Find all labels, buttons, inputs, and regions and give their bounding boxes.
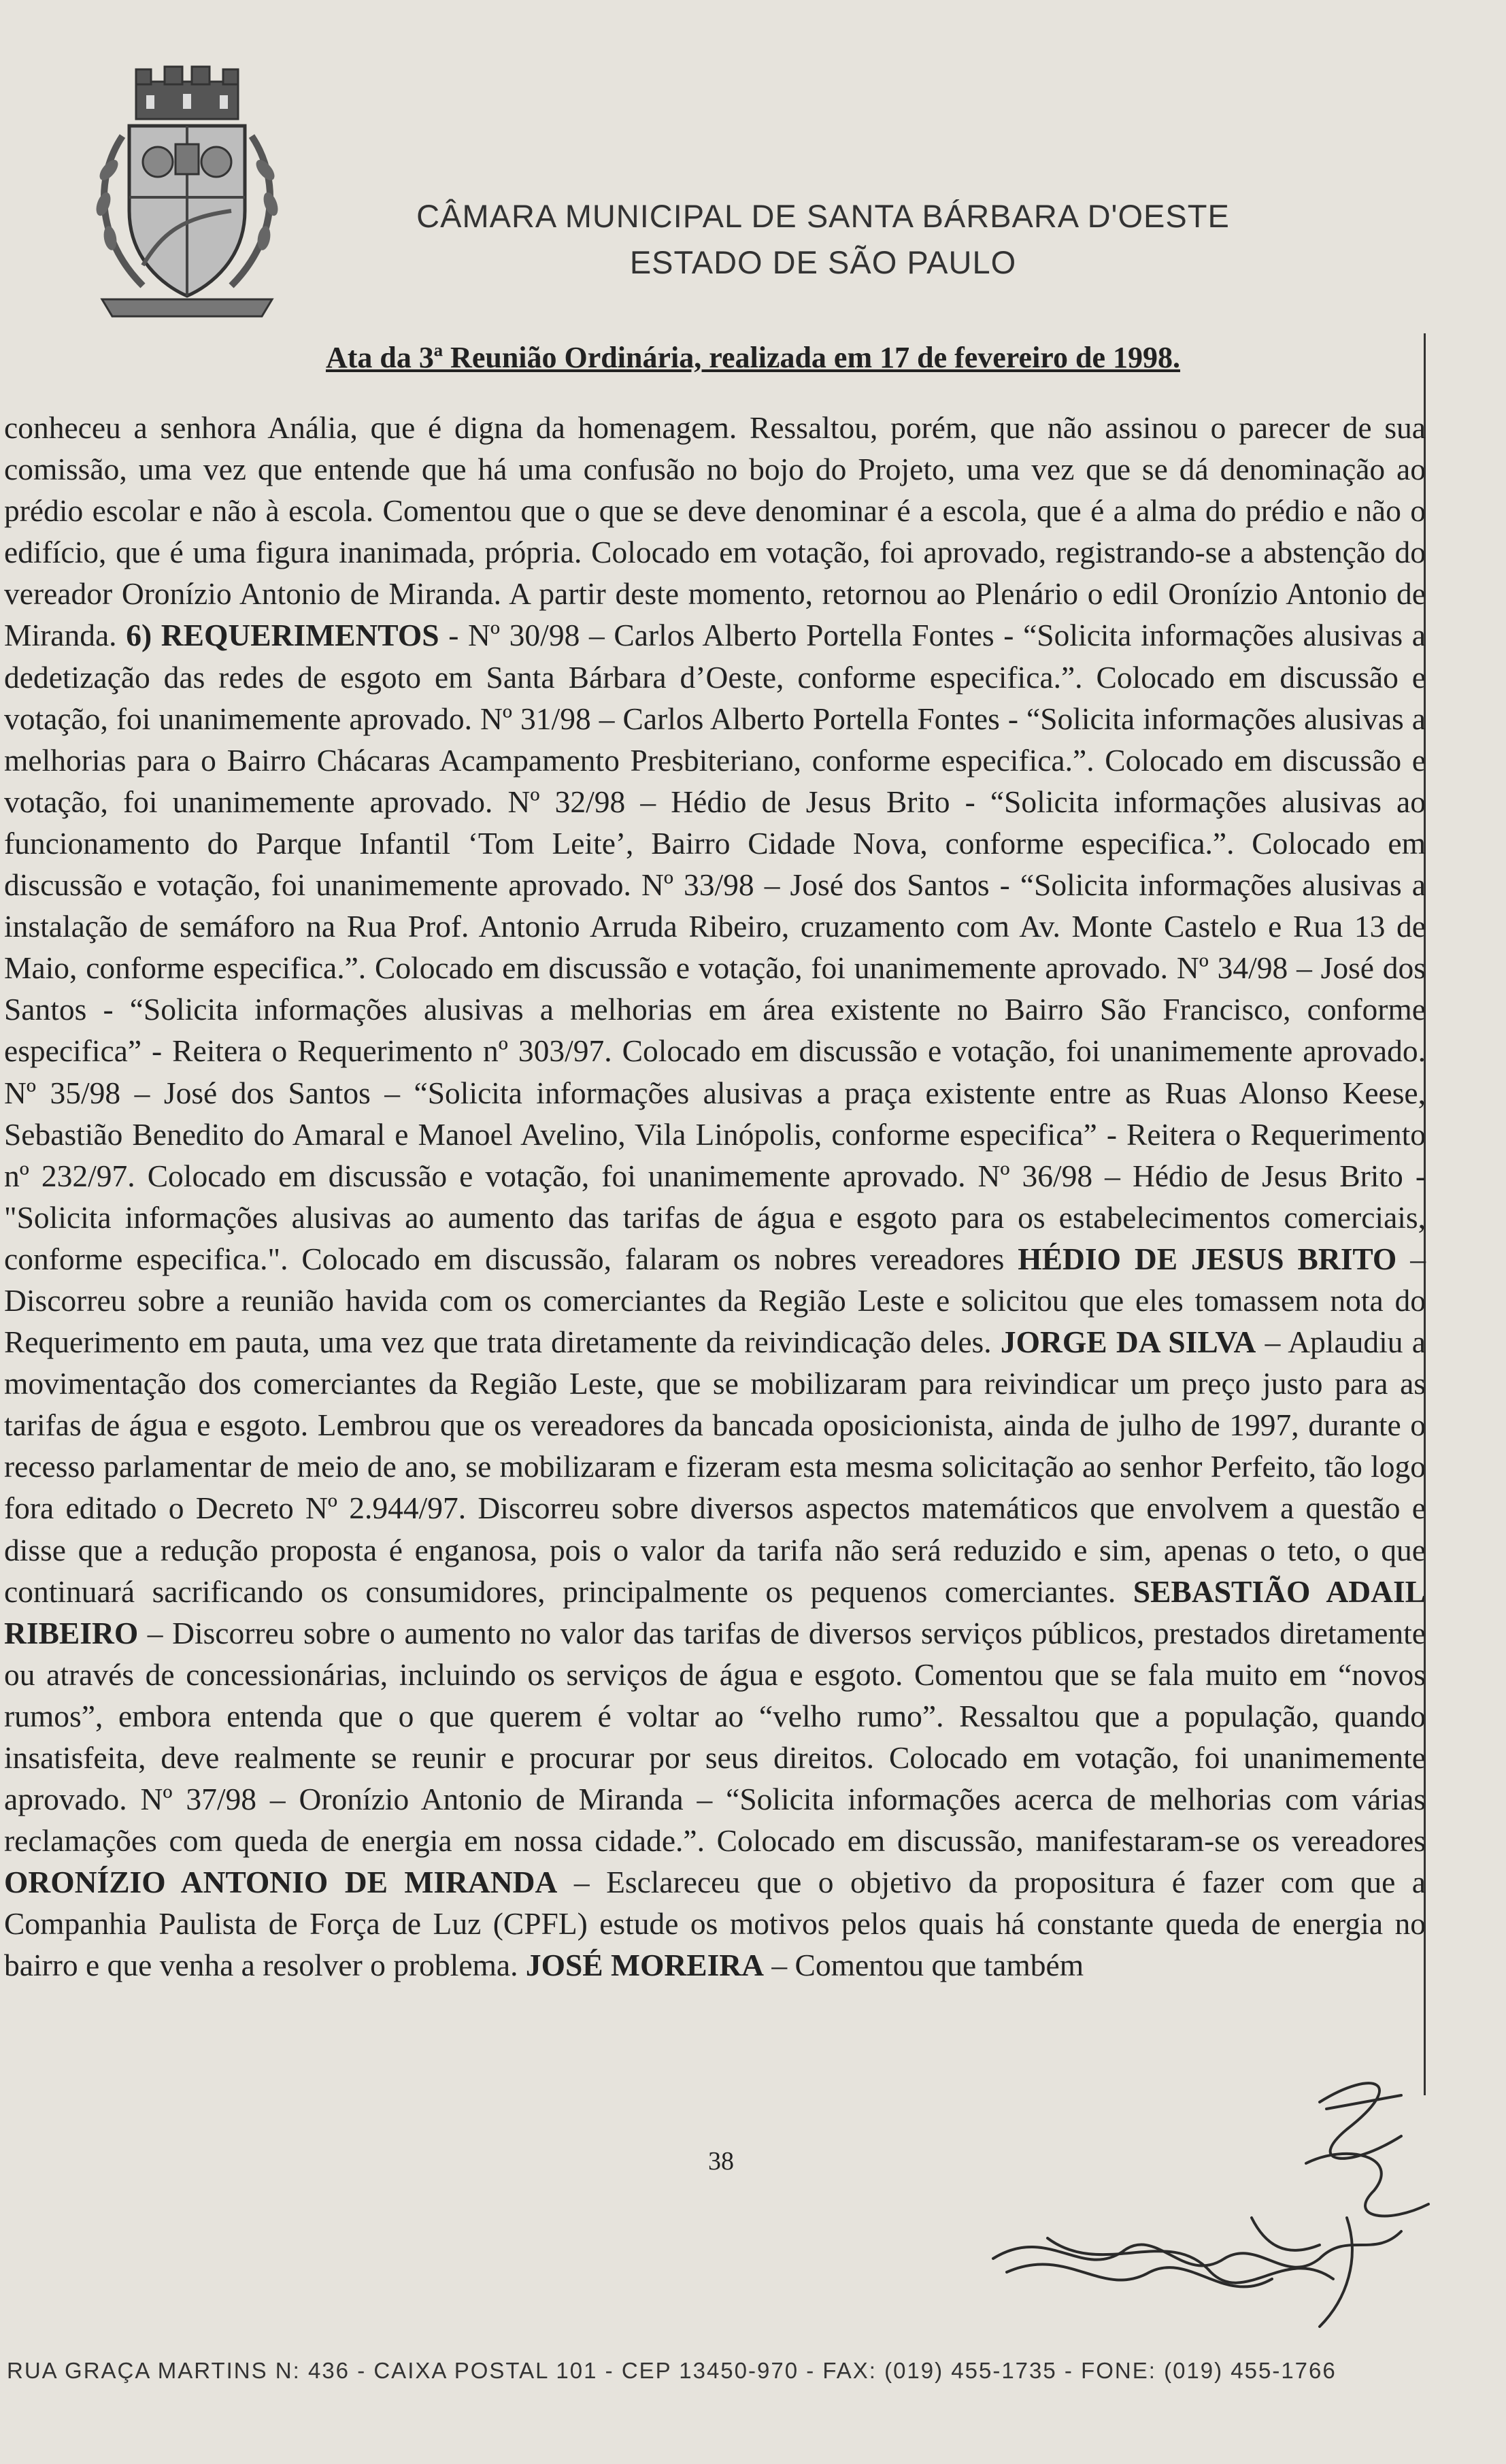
speaker-name: JOSÉ MOREIRA — [525, 1948, 764, 1983]
paragraph-text: conheceu a senhora Anália, que é digna da homenagem. Ressaltou, porém, que não assinou o parecer de sua comissão, uma vez que entende que há uma confusão no bojo do Projeto, uma vez que se dá denominação ao prédio escolar e não à escola. Comentou que o que se deve denominar é a escola, que é a alma do prédio e não o edifício, que é uma figura inanimada, própria. Colocado em votação, foi aprovado, registrando-se a abstenção do vereador Oronízio Antonio de Miranda. A partir deste momento, retornou ao Plenário o edil Oronízio Antonio de Miranda. — [4, 410, 1426, 653]
speaker-name: JORGE DA SILVA — [1000, 1325, 1256, 1360]
paragraph-text: - Nº 30/98 – Carlos Alberto Portella Fontes - “Solicita informações alusivas a dedetização das redes de esgoto em Santa Bárbara d’Oeste, conforme especifica.”. Colocado em discussão e votação, foi unanimemente aprovado. Nº 31/98 – Carlos Alberto Portella Fontes - “Solicita informações alusivas a melhorias para o Bairro Chácaras Acampamento Presbiteriano, conforme especifica.”. Colocado em discussão e votação, foi unanimemente aprovado. Nº 32/98 – Hédio de Jesus Brito - “Solicita informações alusivas ao funcionamento do Parque Infantil ‘Tom Leite’, Bairro Cidade Nova, conforme especifica.”. Colocado em discussão e votação, foi unanimemente aprovado. Nº 33/98 – José dos Santos - “Solicita informações alusivas a instalação de semáforo na Rua Prof. Antonio Arruda Ribeiro, cruzamento com Av. Monte Castelo e Rua 13 de Maio, conforme especifica.”. Colocado em discussão e votação, foi unanimemente aprovado. Nº 34/98 – José dos Santos - “Solicita informações alusivas a melhorias em área existente no Bairro São Francisco, conforme especifica” - Reitera o Requerimento nº 303/97. Colocado em discussão e votação, foi unanimemente aprovado. Nº 35/98 – José dos Santos – “Solicita informações alusivas a praça existente entre as Ruas Alonso Keese, Sebastião Benedito do Amaral e Manoel Avelino, Vila Linópolis, conforme especifica” - Reitera o Requerimento nº 232/97. Colocado em discussão e votação, foi unanimemente aprovado. Nº 36/98 – Hédio de Jesus Brito - "Solicita informações alusivas ao aumento das tarifas de água e esgoto para os estabelecimentos comerciais, conforme especifica.". Colocado em discussão, falaram os nobres vereadores — [4, 618, 1426, 1276]
paragraph-text: – Aplaudiu a movimentação dos comerciantes da Região Leste, que se mobilizaram para reivindicar um preço justo para as tarifas de água e esgoto. Lembrou que os vereadores da bancada oposicionista, ainda de julho de 1997, durante o recesso parlamentar de meio de ano, se mobilizaram e fizeram esta mesma solicitação ao senhor Perfeito, tão logo fora editado o Decreto Nº 2.944/97. Discorreu sobre diversos aspectos matemáticos que envolvem a questão e disse que a redução proposta é enganosa, pois o valor da tarifa não será reduzido e sim, apenas o teto, o que continuará sacrificando os consumidores, principalmente os pequenos comerciantes. — [4, 1325, 1426, 1609]
paragraph-text: – Esclareceu que o objetivo da propositura é fazer com que a Companhia Paulista de Força de Luz (CPFL) estude os motivos pelos quais há constante queda de energia no bairro e que venha a resolver o problema. — [4, 1865, 1426, 1983]
chamber-name: CÂMARA MUNICIPAL DE SANTA BÁRBARA D'OESTE — [416, 198, 1230, 234]
speaker-name: ORONÍZIO ANTONIO DE MIRANDA — [4, 1865, 558, 1900]
city-coat-of-arms-icon — [82, 61, 292, 327]
paragraph-text: – Discorreu sobre o aumento no valor das tarifas de diversos serviços públicos, prestados diretamente ou através de concessionárias, incluindo os serviços de água e esgoto. Comentou que se fala muito em “novos rumos”, embora entenda que o que querem é voltar ao “velho rumo”. Ressaltou que a população, quando insatisfeita, deve realmente se reunir e procurar por seus direitos. Colocado em votação, foi unanimemente aprovado. Nº 37/98 – Oronízio Antonio de Miranda – “Solicita informações acerca de melhorias com várias reclamações com queda de energia em nossa cidade.”. Colocado em discussão, manifestaram-se os vereadores — [4, 1615, 1426, 1859]
speaker-name: SEBASTIÃO ADAIL RIBEIRO — [4, 1574, 1426, 1650]
minutes-title: Ata da 3ª Reunião Ordinária, realizada em 17 de fevereiro de 1998. — [325, 341, 1181, 374]
handwritten-signature — [966, 2054, 1442, 2347]
paragraph-text: – Discorreu sobre a reunião havida com os comerciantes da Região Leste e solicitou que eles tomassem nota do Requerimento em pauta, uma vez que trata diretamente da reivindicação deles. — [4, 1241, 1426, 1360]
section-heading-requerimentos: 6) REQUERIMENTOS — [126, 618, 439, 653]
minutes-body — [4, 407, 1426, 1986]
speaker-name: HÉDIO DE JESUS BRITO — [1018, 1241, 1397, 1276]
state-name: ESTADO DE SÃO PAULO — [629, 244, 1017, 280]
footer-address: RUA GRAÇA MARTINS N: 436 - CAIXA POSTAL 101 - CEP 13450-970 - FAX: (019) 455-1735 - FONE: (019) 455-1766 — [7, 2358, 1337, 2383]
paragraph-text: – Comentou que também — [764, 1948, 1084, 1983]
page-number: 38 — [708, 2147, 734, 2176]
